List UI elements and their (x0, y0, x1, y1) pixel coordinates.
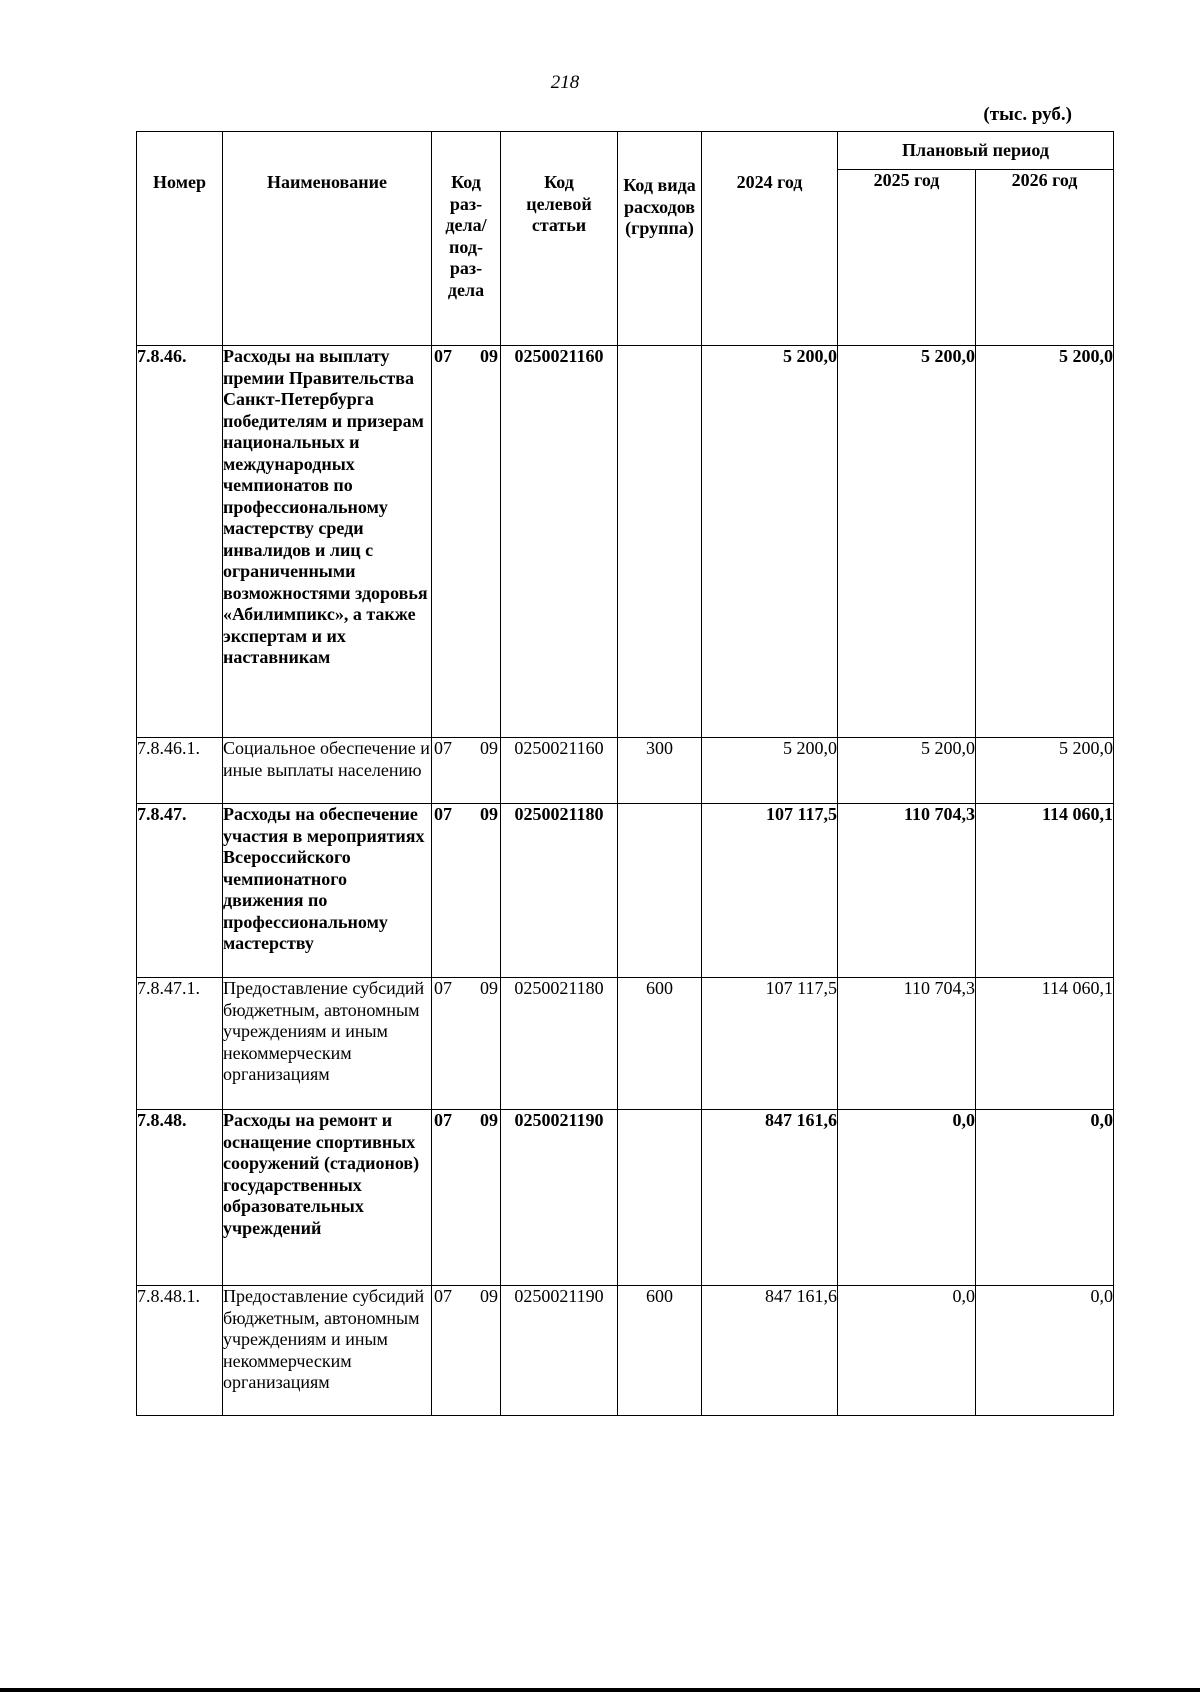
header-year-2025: 2025 год (838, 170, 976, 346)
header-expense-type: Код вида расходов (группа) (618, 132, 702, 346)
razdel-code: 07 (434, 738, 452, 758)
podrazdel-code: 09 (480, 346, 498, 366)
row-2024-value: 847 161,6 (702, 1286, 838, 1416)
row-2026-value: 114 060,1 (976, 804, 1114, 978)
row-expense-type: 600 (618, 978, 702, 1110)
row-section-code (432, 1286, 501, 1416)
page-number: 218 (550, 72, 580, 93)
row-number: 7.8.46. (137, 346, 223, 738)
row-expense-type: 300 (618, 738, 702, 804)
row-2025-value: 5 200,0 (838, 346, 976, 738)
row-2025-value: 5 200,0 (838, 738, 976, 804)
row-target-code: 0250021180 (501, 804, 618, 978)
podrazdel-code: 09 (480, 1286, 498, 1306)
row-number: 7.8.48.1. (137, 1286, 223, 1416)
razdel-code: 07 (434, 804, 452, 824)
row-2024-value: 847 161,6 (702, 1110, 838, 1286)
header-section-code: Код раз- дела/ под- раз- дела (432, 132, 501, 346)
header-year-2026: 2026 год (976, 170, 1114, 346)
razdel-code: 07 (434, 978, 452, 998)
bottom-scan-border (0, 1688, 1200, 1692)
podrazdel-code: 09 (480, 978, 498, 998)
row-2026-value: 5 200,0 (976, 346, 1114, 738)
row-2026-value: 114 060,1 (976, 978, 1114, 1110)
row-name: Расходы на выплату премии Правительства Санкт-Петербурга победителям и призерам национальных и международных чемпионатов по профессиональному мастерству среди инвалидов и лиц с ограниченными возможностями здоровья «Абилимпикс», а также экспертам и их наставникам (223, 346, 432, 738)
row-section-code (432, 1110, 501, 1286)
row-target-code: 0250021180 (501, 978, 618, 1110)
row-2026-value: 0,0 (976, 1110, 1114, 1286)
row-target-code: 0250021160 (501, 738, 618, 804)
row-expense-type (618, 804, 702, 978)
podrazdel-code: 09 (480, 738, 498, 758)
row-2024-value: 107 117,5 (702, 978, 838, 1110)
row-2024-value: 107 117,5 (702, 804, 838, 978)
row-expense-type (618, 346, 702, 738)
row-2024-value: 5 200,0 (702, 346, 838, 738)
row-name: Социальное обеспечение и иные выплаты населению (223, 738, 432, 804)
razdel-code: 07 (434, 1110, 452, 1130)
row-2026-value: 0,0 (976, 1286, 1114, 1416)
razdel-code: 07 (434, 1286, 452, 1306)
row-number: 7.8.46.1. (137, 738, 223, 804)
row-2024-value: 5 200,0 (702, 738, 838, 804)
row-2025-value: 110 704,3 (838, 804, 976, 978)
header-planning-period: Плановый период (838, 132, 1114, 170)
table-row (137, 1110, 1114, 1286)
row-target-code: 0250021160 (501, 346, 618, 738)
table-row (137, 346, 1114, 738)
row-expense-type (618, 1110, 702, 1286)
budget-table (136, 131, 1114, 1416)
row-section-code (432, 978, 501, 1110)
table-row (137, 1286, 1114, 1416)
table-row (137, 978, 1114, 1110)
row-name: Предоставление субсидий бюджетным, автономным учреждениям и иным некоммерческим организациям (223, 1286, 432, 1416)
header-target-code: Код целевой статьи (501, 132, 618, 346)
razdel-code: 07 (434, 346, 452, 366)
row-name: Предоставление субсидий бюджетным, автономным учреждениям и иным некоммерческим организациям (223, 978, 432, 1110)
row-2025-value: 110 704,3 (838, 978, 976, 1110)
row-number: 7.8.47. (137, 804, 223, 978)
header-year-2024: 2024 год (702, 132, 838, 346)
podrazdel-code: 09 (480, 804, 498, 824)
row-name: Расходы на обеспечение участия в мероприятиях Всероссийского чемпионатного движения по профессиональному мастерству (223, 804, 432, 978)
row-target-code: 0250021190 (501, 1110, 618, 1286)
row-2025-value: 0,0 (838, 1110, 976, 1286)
row-name: Расходы на ремонт и оснащение спортивных сооружений (стадионов) государственных образовательных учреждений (223, 1110, 432, 1286)
table-header (137, 132, 1114, 346)
header-name: Наименование (223, 132, 432, 346)
table-row (137, 804, 1114, 978)
table-body (137, 346, 1114, 1416)
row-section-code (432, 346, 501, 738)
row-section-code (432, 738, 501, 804)
row-target-code: 0250021190 (501, 1286, 618, 1416)
row-number: 7.8.47.1. (137, 978, 223, 1110)
header-number: Номер (137, 132, 223, 346)
row-number: 7.8.48. (137, 1110, 223, 1286)
row-2026-value: 5 200,0 (976, 738, 1114, 804)
podrazdel-code: 09 (480, 1110, 498, 1130)
row-section-code (432, 804, 501, 978)
row-expense-type: 600 (618, 1286, 702, 1416)
units-label: (тыс. руб.) (983, 104, 1072, 125)
table-row (137, 738, 1114, 804)
row-2025-value: 0,0 (838, 1286, 976, 1416)
